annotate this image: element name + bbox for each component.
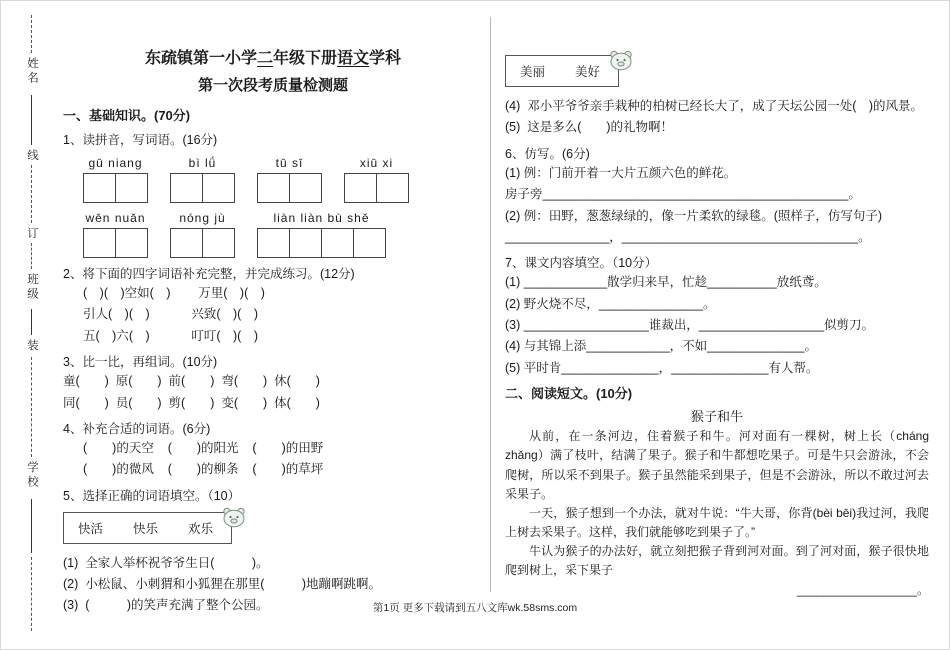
pinyin-text: tū sī [275,156,304,170]
answer-cell [83,173,116,203]
binding-dash-line [31,357,32,457]
recite-line: (5) 平时肯______________，______________有人帮。 [505,360,819,375]
mascot-icon [221,506,247,531]
binding-school-label: 学校 [26,461,38,490]
answer-cell [257,228,290,258]
binding-name-line [31,95,32,145]
pinyin-text: nóng jù [179,211,226,225]
binding-name-label: 姓名 [26,57,38,86]
question-4-label: 4、补充合适的词语。(6分) [63,421,211,436]
fill-in-item: (3) ( )的笑声充满了整个公园。 [63,598,269,613]
reading-paragraph: 一天，猴子想到一个办法，就对牛说：“牛大哥，你背(bèi bēi)我过河，我爬上树去采果子。这样，我们就能够吃到果子了。” [505,505,929,540]
binding-dash-line [31,557,32,631]
answer-cell [321,228,354,258]
compare-line: 同( ) 员( ) 剪( ) 变( ) 体( ) [63,395,320,410]
recite-line: (1) ____________散学归来早，忙趁__________放纸鸢。 [505,275,827,290]
pinyin-text: wēn nuǎn [85,211,146,225]
answer-cell [202,228,235,258]
pinyin-group [170,211,235,258]
answer-cell [202,173,235,203]
binding-class-label: 班级 [26,273,38,302]
title-underlined-part: 二 [256,50,273,67]
compare-line: 童( ) 原( ) 前( ) 弯( ) 休( ) [63,374,320,389]
question-2-label: 2、将下面的四字词语补充完整，并完成练习。(12分) [63,267,355,281]
pinyin-text: gū niang [88,156,143,170]
pinyin-group [83,156,148,203]
fill-in-item: (2) 小松鼠、小刺猬和小狐狸在那里( )地蹦啊跳啊。 [63,577,382,591]
answer-cell [376,173,409,203]
answer-cell [115,228,148,258]
binding-dash-line [31,165,32,223]
answer-cell [170,228,203,258]
answer-cell [257,173,290,203]
column-divider [490,17,491,592]
reading-paragraph: 牛认为猴子的办法好，就立刻把猴子背到河对面。到了河对面，猴子很快地爬到树上，采下果子 [505,544,929,578]
word-bank-word: 美丽 [520,65,546,79]
left-column [63,45,483,618]
pinyin-text: bì lǘ [188,156,217,170]
pinyin-group [257,211,386,258]
section-1-heading: 一、基础知识。(70分) [63,108,191,123]
binding-school-line [31,499,32,553]
binding-class-line [31,309,32,335]
imitate-blank-line: 房子旁____________________________________________。 [505,187,861,202]
word-bank-word: 快活 [78,521,104,536]
idiom-line: ( )( )空如( ) 万里( )( ) [83,286,265,300]
writing-cells [170,228,235,258]
answer-cell [115,173,148,203]
answer-cell [344,173,377,203]
word-bank-box [505,55,619,87]
page-footer: 第1页 更多下载请到五八文库wk.58sms.com [372,602,578,614]
recite-line: (3) __________________谁裁出，__________________似剪刀。 [505,318,875,332]
answer-cell [289,173,322,203]
word-bank-word: 快乐 [133,521,159,536]
pinyin-group [170,156,235,203]
fill-in-item: (5) 这是多么( )的礼物啊！ [505,120,674,135]
binding-xian-char: 线 [26,149,38,164]
title-part: 东疏镇第一小学 [144,50,257,67]
title-part: 年级下册 [272,50,337,67]
word-bank-box [63,512,232,544]
binding-dash-line [31,243,32,269]
binding-zhuang-char: 装 [26,339,38,354]
question-1-label: 1、读拼音，写词语。(16分) [63,133,218,147]
pinyin-text: xiū xi [359,156,394,170]
answer-cell [353,228,386,258]
answer-cell [170,173,203,203]
section-2-heading: 二、阅读短文。(10分) [505,386,633,402]
phrase-line: ( )的天空 ( )的阳光 ( )的田野 [83,440,324,455]
answer-cell [83,228,116,258]
binding-dash-line [31,15,32,53]
writing-cells [83,228,148,258]
word-bank-word: 美好 [575,65,601,79]
reading-passage-title: 猴子和牛 [690,409,743,425]
idiom-line: 引人( )( ) 兴致( )( ) [83,307,258,322]
pinyin-group [83,211,148,258]
idiom-line: 五( )六( ) 叮叮( )( ) [83,328,258,343]
writing-cells [170,173,235,203]
fill-in-item: (4) 邓小平爷爷亲手栽种的柏树已经长大了，成了天坛公园一处( )的风景。 [505,99,924,113]
phrase-line: ( )的微风 ( )的柳条 ( )的草坪 [83,462,324,477]
title-underlined-part: 语文 [337,50,370,67]
writing-cells [257,173,322,203]
page-subtitle: 第一次段考质量检测题 [197,77,348,94]
binding-ding-char: 订 [26,227,38,242]
writing-cells [344,173,409,203]
word-bank-word: 欢乐 [188,521,214,536]
question-7-label: 7、课文内容填空。（10分） [505,256,658,271]
question-3-label: 3、比一比，再组词。(10分) [63,355,218,370]
pinyin-group [257,156,322,203]
right-column [505,49,933,598]
pinyin-row-2 [83,211,483,258]
title-part: 学科 [369,50,402,67]
page-title [63,45,483,68]
writing-cells [83,173,148,203]
imitate-blank-line: _______________，__________________________________。 [505,229,871,244]
mascot-icon [608,49,634,74]
imitate-line: (1) 例：门前开着一大片五颜六色的鲜花。 [505,165,737,180]
answer-cell [289,228,322,258]
pinyin-text: liàn liàn bù shě [273,211,370,225]
fill-in-item: (1) 全家人举杯祝爷爷生日( )。 [63,555,269,570]
imitate-line: (2) 例：田野，葱葱绿绿的，像一片柔软的绿毯。(照样子，仿写句子) [505,208,883,223]
pinyin-group [344,156,409,203]
question-5-label: 5、选择正确的词语填空。（10） [63,488,241,503]
recite-line: (2) 野火烧不尽，_______________。 [505,296,716,311]
writing-cells [257,228,386,258]
reading-blank-tail: __________________。 [796,582,929,597]
question-6-label: 6、仿写。(6分) [505,146,590,161]
reading-paragraph: 从前，在一条河边，住着猴子和牛。河对面有一棵树，树上长（cháng zhǎng）满了枝叶，结满了果子。猴子和牛都想吃果子。可是牛只会游泳，不会爬树，所以采不到果子。猴子虽然能采到果子，但是不会游泳，所以不敢过河去采果子。 [505,429,933,501]
recite-line: (4) 与其锦上添____________，不如______________。 [505,339,817,354]
pinyin-row-1 [83,156,483,203]
